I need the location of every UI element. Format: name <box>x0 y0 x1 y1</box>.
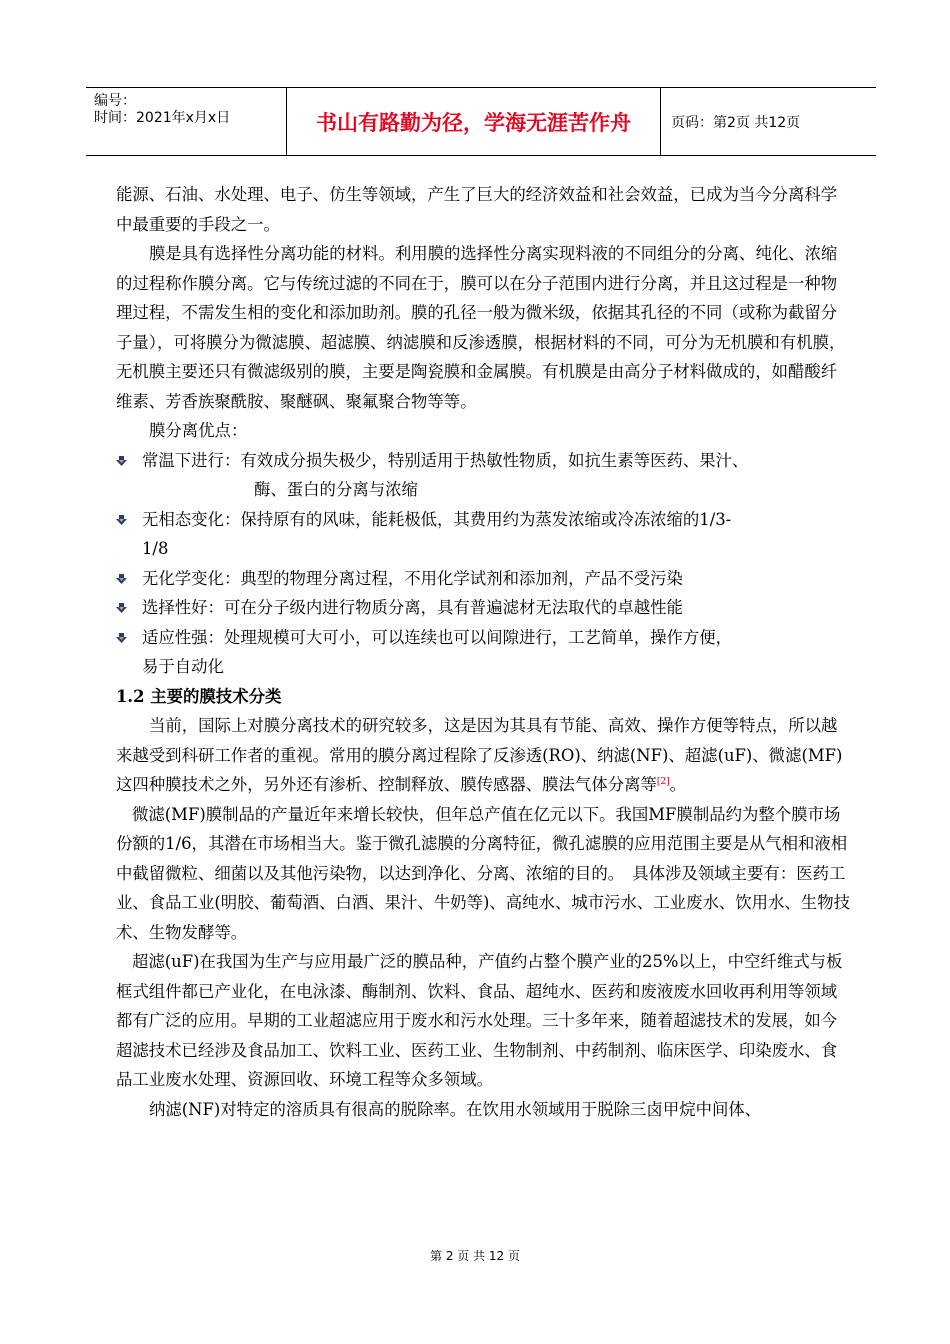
document-time-label: 时间：2021年x月x日 <box>94 110 231 126</box>
paragraph-overview: 当前，国际上对膜分离技术的研究较多，这是因为其具有节能、高效、操作方便等特点，所以越来越受到科研工作者的重视。常用的膜分离过程除了反渗透(RO)、纳滤(NF)、超滤(uF)、微滤(MF)这四种膜技术之外，另外还有渗析、控制释放、膜传感器、膜法气体分离等[2]。 <box>116 716 843 794</box>
bullet-arrow-icon <box>116 633 127 643</box>
list-item: 无相态变化：保持原有的风味，能耗极低，其费用约为蒸发浓缩或冷冻浓缩的1/3- 1/8 <box>116 505 852 564</box>
paragraph-intro: 能源、石油、水处理、电子、仿生等领域，产生了巨大的经济效益和社会效益，已成为当今分离科学中最重要的手段之一。 <box>116 185 838 234</box>
header-page-number: 页码：第2页 共12页 <box>671 114 801 131</box>
advantages-list <box>116 446 852 682</box>
list-item: 适应性强：处理规模可大可小，可以连续也可以间隙进行，工艺简单，操作方便， 易于自动化 <box>116 623 852 682</box>
bullet-arrow-icon <box>116 515 127 525</box>
list-item: 选择性好：可在分子级内进行物质分离，具有普遍滤材无法取代的卓越性能 <box>116 593 852 623</box>
bullet-arrow-icon <box>116 456 127 466</box>
page-header <box>86 87 876 156</box>
header-meta-cell <box>86 88 287 155</box>
paragraph-microfiltration: 微滤(MF)膜制品的产量近年来增长较快，但年总产值在亿元以下。我国MF膜制品约为整个膜市场份额的1/6，其潜在市场相当大。鉴于微孔滤膜的分离特征，微孔滤膜的应用范围主要是从气相和液相中截留微粒、细菌以及其他污染物，以达到净化、分离、浓缩的目的。 具体涉及领域主要有：医药工业、食品工业(明胶、葡萄酒、白酒、果汁、牛奶等)、高纯水、城市污水、工业废水、饮用水、生物技术、生物发酵等。 <box>116 804 850 942</box>
advantages-label: 膜分离优点： <box>149 421 248 440</box>
paragraph-nanofiltration: 纳滤(NF)对特定的溶质具有很高的脱除率。在饮用水领域用于脱除三卤甲烷中间体、 <box>149 1099 762 1119</box>
document-body <box>116 180 852 1124</box>
list-item: 无化学变化：典型的物理分离过程，不用化学试剂和添加剂，产品不受污染 <box>116 564 852 594</box>
paragraph-ultrafiltration: 超滤(uF)在我国为生产与应用最广泛的膜品种，产值约占整个膜产业的25%以上，中空纤维式与板框式组件都已产业化，在电泳漆、酶制剂、饮料、食品、超纯水、医药和废液废水回收再利用等领域都有广泛的应用。早期的工业超滤应用于废水和污水处理。三十多年来，随着超滤技术的发展，如今超滤技术已经涉及食品加工、饮料工业、医药工业、生物制剂、中药制剂、临床医学、印染废水、食品工业废水处理、资源回收、环境工程等众多领域。 <box>116 952 843 1089</box>
section-heading: 1.2 主要的膜技术分类 <box>116 686 282 706</box>
paragraph-membrane-definition: 膜是具有选择性分离功能的材料。利用膜的选择性分离实现料液的不同组分的分离、纯化、浓缩的过程称作膜分离。它与传统过滤的不同在于，膜可以在分子范围内进行分离，并且这过程是一种物理过程，不需发生相的变化和添加助剂。膜的孔径一般为微米级，依据其孔径的不同（或称为截留分子量），可将膜分为微滤膜、超滤膜、纳滤膜和反渗透膜，根据材料的不同，可分为无机膜和有机膜，无机膜主要还只有微滤级别的膜，主要是陶瓷膜和金属膜。有机膜是由高分子材料做成的，如醋酸纤维素、芳香族聚酰胺、聚醚砜、聚氟聚合物等等。 <box>116 244 846 411</box>
document-number-label: 编号： <box>94 93 136 109</box>
bullet-arrow-icon <box>116 574 127 584</box>
page-footer: 第 2 页 共 12 页 <box>430 1249 520 1263</box>
bullet-arrow-icon <box>116 603 127 613</box>
citation-ref: [2] <box>656 777 670 787</box>
list-item: 常温下进行：有效成分损失极少，特别适用于热敏性物质，如抗生素等医药、果汁、 酶、蛋白的分离与浓缩 <box>116 446 852 505</box>
header-motto: 书山有路勤为径，学海无涯苦作舟 <box>287 88 661 155</box>
